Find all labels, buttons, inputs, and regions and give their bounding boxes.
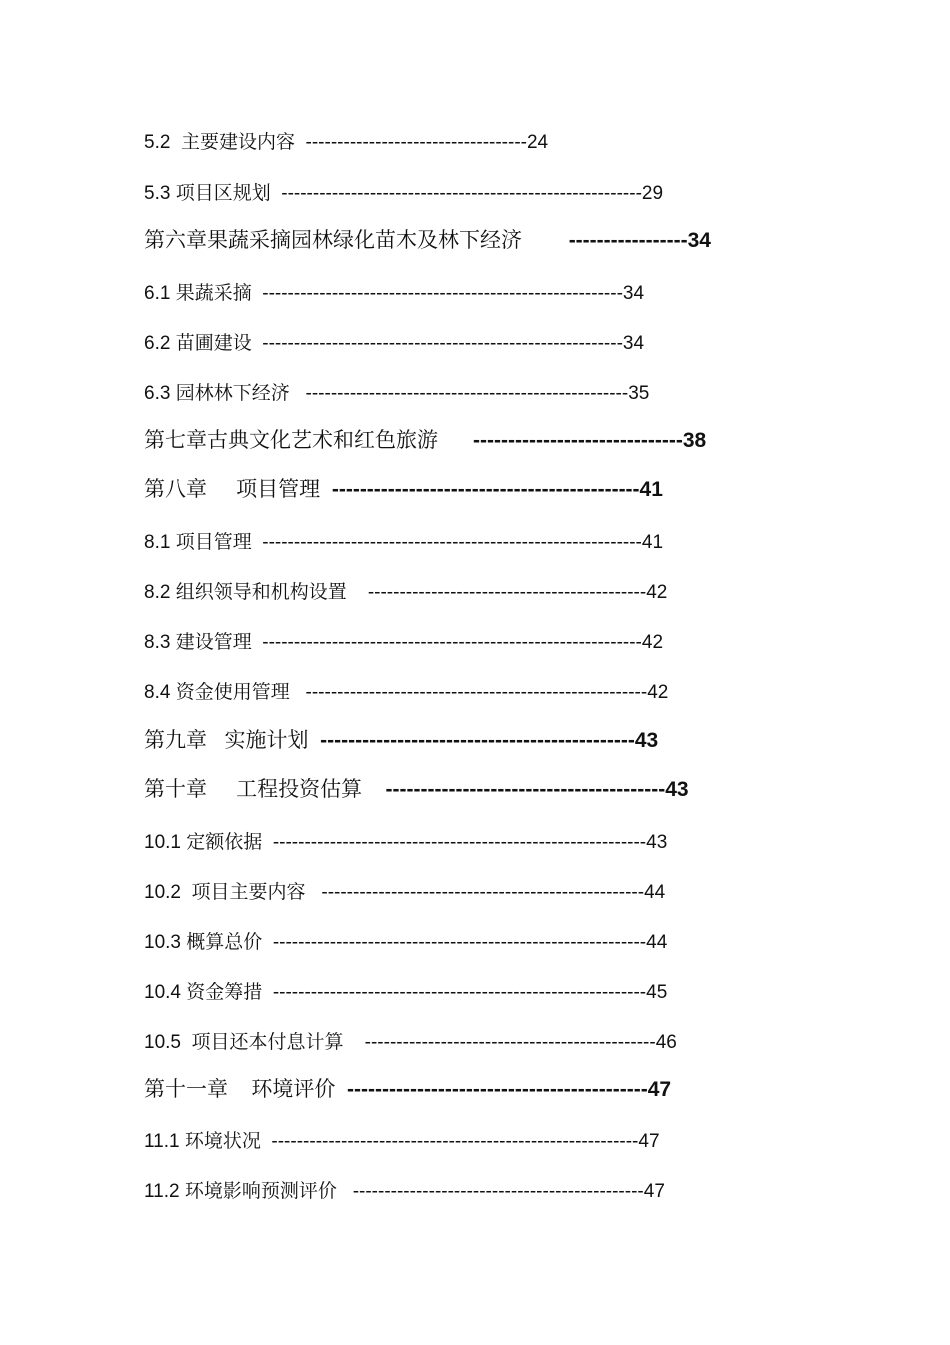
toc-dot-leader: ----------------- [568, 229, 688, 252]
toc-entry-title: 第八章 项目管理 [144, 478, 332, 501]
toc-chapter-7[interactable] [144, 428, 706, 454]
toc-page-number: 46 [655, 1032, 677, 1053]
toc-page-number: 44 [644, 882, 666, 903]
toc-entry-11-2[interactable] [144, 1179, 665, 1205]
toc-page-number: 45 [646, 982, 668, 1003]
toc-dot-leader: ---------------------------------------------- [352, 1181, 644, 1202]
toc-chapter-6[interactable] [144, 228, 711, 254]
toc-chapter-9[interactable] [144, 728, 658, 754]
toc-page-number: 38 [682, 429, 707, 452]
toc-entry-8-4[interactable] [144, 680, 668, 706]
toc-page-number: 41 [641, 532, 664, 553]
toc-entry-title: 8.4 资金使用管理 [144, 682, 306, 703]
toc-page-number: 34 [622, 283, 645, 304]
toc-page-number: 43 [646, 832, 668, 853]
toc-dot-leader: ----------------------------------------------------------- [272, 832, 647, 853]
toc-page-number: 24 [526, 132, 549, 153]
toc-dot-leader: -------------------------------------------- [331, 478, 640, 501]
toc-entry-title: 5.2 主要建设内容 [144, 132, 306, 153]
toc-dot-leader: ------------------------------------------------------------ [262, 632, 642, 653]
toc-entry-title: 8.3 建设管理 [144, 632, 263, 653]
toc-dot-leader: --------------------------------------------- [320, 729, 635, 752]
toc-entry-title: 6.3 园林林下经济 [144, 383, 306, 404]
toc-entry-title: 11.1 环境状况 [144, 1131, 272, 1152]
toc-dot-leader: ----------------------------------------------------------- [272, 982, 647, 1003]
toc-entry-title: 8.1 项目管理 [144, 532, 263, 553]
toc-dot-leader: ------------------------------ [473, 429, 683, 452]
toc-entry-8-3[interactable] [144, 630, 663, 656]
toc-entry-title: 5.3 项目区规划 [144, 183, 282, 204]
toc-entry-title: 第六章果蔬采摘园林绿化苗木及林下经济 [144, 229, 569, 252]
toc-page-number: 42 [646, 582, 668, 603]
toc-dot-leader: ----------------------------------------------------------- [272, 932, 647, 953]
toc-page-number: 34 [622, 333, 645, 354]
toc-entry-title: 10.3 概算总价 [144, 932, 273, 953]
toc-dot-leader: --------------------------------------------------------- [262, 333, 623, 354]
toc-page-number: 43 [665, 778, 689, 801]
toc-dot-leader: --------------------------------------------------------- [262, 283, 623, 304]
toc-entry-title: 第九章 实施计划 [144, 729, 321, 752]
toc-entry-title: 第七章古典文化艺术和红色旅游 [144, 429, 474, 452]
toc-page-number: 47 [643, 1181, 665, 1202]
toc-page-number: 41 [639, 478, 663, 501]
toc-dot-leader: --------------------------------------------------- [321, 882, 645, 903]
toc-entry-6-2[interactable] [144, 331, 644, 357]
toc-entry-10-5[interactable] [144, 1030, 677, 1056]
toc-dot-leader: --------------------------------------------------- [305, 383, 629, 404]
toc-entry-11-1[interactable] [144, 1129, 660, 1155]
toc-dot-leader: ------------------------------------------------------ [305, 682, 648, 703]
toc-chapter-10[interactable] [144, 777, 689, 803]
toc-entry-title: 11.2 环境影响预测评价 [144, 1181, 353, 1202]
toc-page-number: 35 [628, 383, 650, 404]
toc-entry-10-4[interactable] [144, 980, 667, 1006]
toc-entry-10-1[interactable] [144, 830, 667, 856]
toc-page-number: 29 [641, 183, 664, 204]
toc-entry-5-3[interactable] [144, 181, 663, 207]
toc-page-number: 47 [647, 1078, 672, 1101]
toc-entry-title: 10.4 资金筹措 [144, 982, 273, 1003]
toc-dot-leader: ------------------------------------------------------------ [262, 532, 642, 553]
toc-entry-title: 10.2 项目主要内容 [144, 882, 322, 903]
toc-entry-10-3[interactable] [144, 930, 667, 956]
toc-dot-leader: ----------------------------------- [305, 132, 527, 153]
toc-entry-title: 8.2 组织领导和机构设置 [144, 582, 368, 603]
toc-entry-title: 6.1 果蔬采摘 [144, 283, 263, 304]
toc-entry-title: 第十一章 环境评价 [144, 1078, 348, 1101]
toc-entry-6-3[interactable] [144, 381, 649, 407]
toc-dot-leader: ------------------------------------------- [347, 1078, 648, 1101]
toc-entry-title: 第十章 工程投资估算 [144, 778, 386, 801]
toc-page-number: 42 [641, 632, 664, 653]
toc-entry-5-2[interactable] [144, 130, 548, 156]
toc-dot-leader: --------------------------------------------------------- [281, 183, 642, 204]
toc-page-number: 47 [638, 1131, 660, 1152]
toc-dot-leader: ---------------------------------------- [385, 778, 666, 801]
toc-page-number: 34 [687, 229, 711, 252]
toc-dot-leader: ---------------------------------------------- [364, 1032, 656, 1053]
toc-entry-10-2[interactable] [144, 880, 665, 906]
toc-dot-leader: -------------------------------------------- [367, 582, 647, 603]
toc-entry-6-1[interactable] [144, 281, 644, 307]
toc-dot-leader: ---------------------------------------------------------- [271, 1131, 639, 1152]
toc-page-number: 44 [646, 932, 668, 953]
toc-entry-title: 10.5 项目还本付息计算 [144, 1032, 365, 1053]
toc-chapter-8[interactable] [144, 477, 663, 503]
toc-entry-title: 10.1 定额依据 [144, 832, 273, 853]
toc-page-number: 42 [647, 682, 669, 703]
toc-entry-title: 6.2 苗圃建设 [144, 333, 263, 354]
toc-entry-8-1[interactable] [144, 530, 663, 556]
toc-entry-8-2[interactable] [144, 580, 667, 606]
toc-chapter-11[interactable] [144, 1077, 671, 1103]
toc-page-number: 43 [634, 729, 659, 752]
